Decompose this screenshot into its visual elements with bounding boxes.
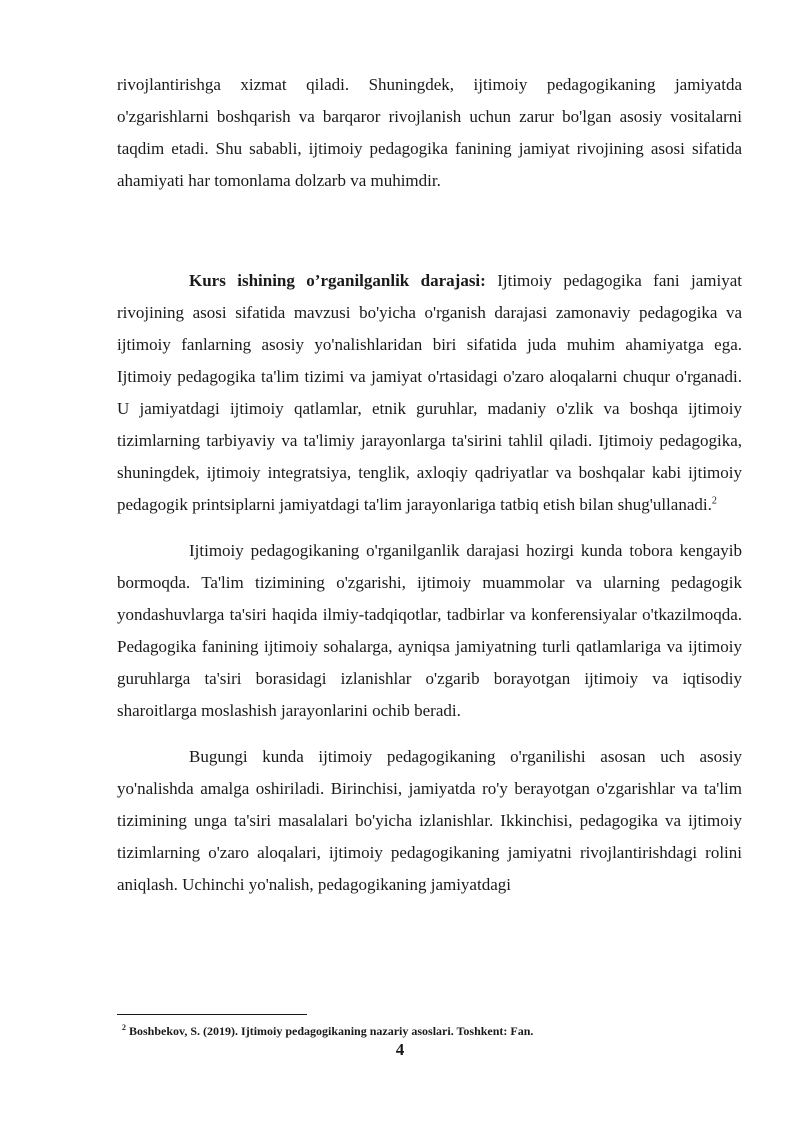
paragraph-2 (117, 265, 742, 521)
section-spacer (117, 197, 742, 265)
paragraph-spacer (117, 727, 742, 741)
page-number: 4 (395, 1040, 405, 1059)
section-heading: Kurs ishining o’rganilganlik darajasi: (189, 271, 486, 290)
footnote-number: 2 (122, 1023, 126, 1032)
body-text (117, 69, 742, 901)
paragraph-3: Ijtimoiy pedagogikaning o'rganilganlik darajasi hozirgi kunda tobora kengayib bormoqda. Ta'lim tizimining o'zgarishi, ijtimoiy muammolar va ularning pedagogik yondashuvlarga ta'siri haqida ilmiy-tadqiqotlar, tadbirlar va konferensiyalar o'tkazilmoqda. Pedagogika fanining ijtimoiy sohalarga, ayniqsa jamiyatning turli qatlamlariga va ijtimoiy guruhlarga ta'siri borasidagi izlanishlar o'zgarib borayotgan ijtimoiy va iqtisodiy sharoitlarga moslashish jarayonlarini ochib beradi. (117, 541, 742, 720)
paragraph-2-text: Ijtimoiy pedagogika fani jamiyat rivojining asosi sifatida mavzusi bo'yicha o'rganish darajasi zamonaviy pedagogika va ijtimoiy fanlarning asosiy yo'nalishlaridan biri sifatida juda muhim ahamiyatga ega. Ijtimoiy pedagogika ta'lim tizimi va jamiyat o'rtasidagi o'zaro aloqalarni chuqur o'rganadi. U jamiyatdagi ijtimoiy qatlamlar, etnik guruhlar, madaniy o'zlik va boshqa ijtimoiy tizimlarning tarbiyaviy va ta'limiy jarayonlarga ta'sirini tahlil qiladi. Ijtimoiy pedagogika, shuningdek, ijtimoiy integratsiya, tenglik, axloqiy qadriyatlar va boshqalar kabi ijtimoiy pedagogik printsiplarni jamiyatdagi ta'lim jarayonlariga tatbiq etish bilan shug'ullanadi. (117, 271, 742, 514)
paragraph-spacer (117, 521, 742, 535)
footnote-text: Boshbekov, S. (2019). Ijtimoiy pedagogikaning nazariy asoslari. Toshkent: Fan. (126, 1024, 534, 1038)
footnote (122, 1023, 742, 1039)
footnote-separator (117, 1014, 307, 1015)
footnote-reference[interactable]: 2 (711, 495, 717, 507)
paragraph-4: Bugungi kunda ijtimoiy pedagogikaning o'rganilishi asosan uch asosiy yo'nalishda amalga oshiriladi. Birinchisi, jamiyatda ro'y berayotgan o'zgarishlar va ta'lim tizimining unga ta'siri masalalari bo'yicha izlanishlar. Ikkinchisi, pedagogika va ijtimoiy tizimlarning o'zaro aloqalari, ijtimoiy pedagogikaning jamiyatni rivojlantirishdagi rolini aniqlash. Uchinchi yo'nalish, pedagogikaning jamiyatdagi (117, 747, 742, 894)
paragraph-1: rivojlantirishga xizmat qiladi. Shuningdek, ijtimoiy pedagogikaning jamiyatda o'zgarishlarni boshqarish va barqaror rivojlanish uchun zarur bo'lgan asosiy vositalarni taqdim etadi. Shu sababli, ijtimoiy pedagogika fanining jamiyat rivojining asosi sifatida ahamiyati har tomonlama dolzarb va muhimdir. (117, 75, 742, 190)
